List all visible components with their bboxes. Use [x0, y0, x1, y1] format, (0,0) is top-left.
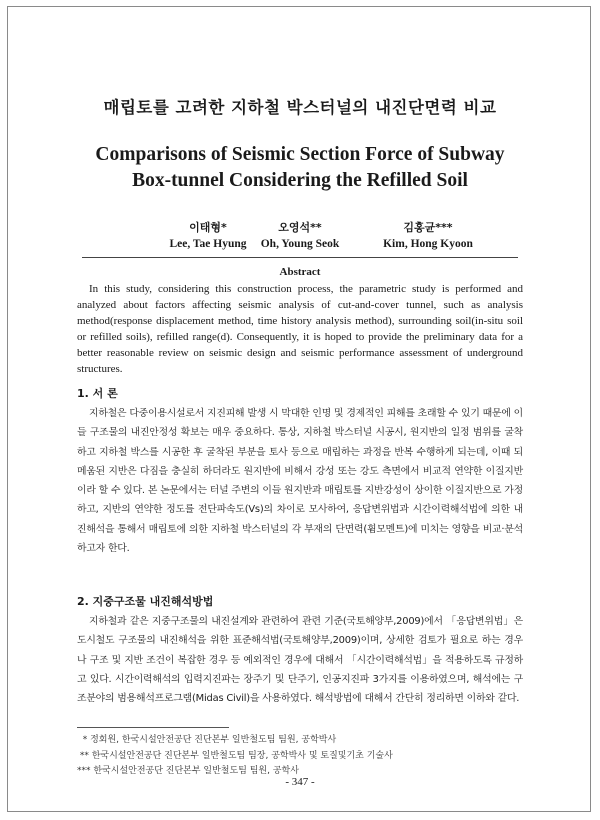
footnote-2: ** 한국시설안전공단 진단본부 일반철도팀 팀장, 공학박사 및 토질및기초 기술사: [77, 750, 393, 761]
header-divider: [82, 257, 518, 258]
page-number: - 347 -: [285, 776, 315, 788]
abstract-heading: Abstract: [279, 266, 321, 278]
footnote-divider: [77, 727, 229, 728]
section-1-body: 지하철은 다중이용시설로서 지진피해 발생 시 막대한 인명 및 경제적인 피해를 초래할 수 있기 때문에 이들 구조물의 내진안정성 확보는 매우 중요하다. 통상, 지하철 박스터널 시공시, 원지반의 일정 범위를 굴착하고 지하철 박스를 시공한 후 굴착된 부분을 토사 등으로 매립하는 과정을 반복 수행하게 되는데, 이때 되메움된 지반은 다짐을 충실히 하더라도 원지반에 비해서 강성 또는 강도 측면에서 비교적 연약한 이질지반이라 할 수 있다. 본 논문에서는 터널 주변의 이들 원지반과 매립토를 지반강성이 상이한 이질지반으로 가정하고, 지반의 연약한 정도를 전단파속도(Vs)의 차이로 모사하여, 응답변위법과 시간이력해석법에 의한 내진해석을 통해서 매립토에 의한 지하철 박스터널의 각 부재의 단면력(휨모멘트)에 미치는 영향을 비교·분석하고자 한다.: [77, 408, 523, 555]
section-1-heading: 1. 서 론: [77, 387, 118, 400]
paper-title-english-line2: Box-tunnel Considering the Refilled Soil: [132, 170, 468, 191]
paper-title-english-line1: Comparisons of Seismic Section Force of Subway: [95, 144, 505, 165]
footnotes: [77, 733, 517, 780]
abstract-body: In this study, considering this construction process, the parametric study is performed and analyzed about factors affecting seismic analysis of cut-and-cover tunnel, such as analysis method(response displacement method, time history analysis method), surrounding soil(in-situ soil or refilled soils), refilled range(d). Consequently, it is hoped to provide the preliminary data for a better reasonable review on seismic design and seismic performance assessment of underground structures.: [77, 283, 523, 375]
author-3-name-english: Kim, Hong Kyoon: [383, 238, 473, 250]
author-2-name-english: Oh, Young Seok: [260, 238, 340, 250]
paper-title-korean: 매립토를 고려한 지하철 박스터널의 내진단면력 비교: [103, 98, 497, 117]
author-3: [358, 219, 498, 250]
section-2-heading: 2. 지중구조물 내진해석방법: [77, 595, 214, 608]
author-1-name-korean: 이태형*: [189, 221, 227, 234]
author-2-name-korean: 오영석**: [278, 221, 322, 234]
footnote-1: * 정회원, 한국시설안전공단 진단본부 일반철도팀 팀원, 공학박사: [77, 735, 337, 745]
footnote-3: *** 한국시설안전공단 진단본부 일반철도팀 팀원, 공학사: [77, 766, 299, 776]
author-2: [230, 219, 370, 250]
author-3-name-korean: 김홍균***: [403, 221, 453, 234]
author-1-name-english: Lee, Tae Hyung: [169, 238, 247, 250]
section-2-body: 지하철과 같은 지중구조물의 내진설계와 관련하여 관련 기준(국토해양부,2009)에서 「응답변위법」은 도시철도 구조물의 내진해석을 위한 표준해석법(국토해양부,2009)이며, 상세한 검토가 필요로 하는 경우나 구조 및 지반 조건이 복잡한 경우 등 예외적인 경우에 대해서 「시간이력해석법」을 적용하도록 규정하고 있다. 시간이력해석의 입력지진파는 장주기 및 단주기, 인공지진파 3가지를 이용하였으며, 해석에는 구조분야의 범용해석프로그램(Midas Civil)을 사용하였다. 해석방법에 대해서 간단히 정리하면 이하와 같다.: [77, 616, 523, 705]
